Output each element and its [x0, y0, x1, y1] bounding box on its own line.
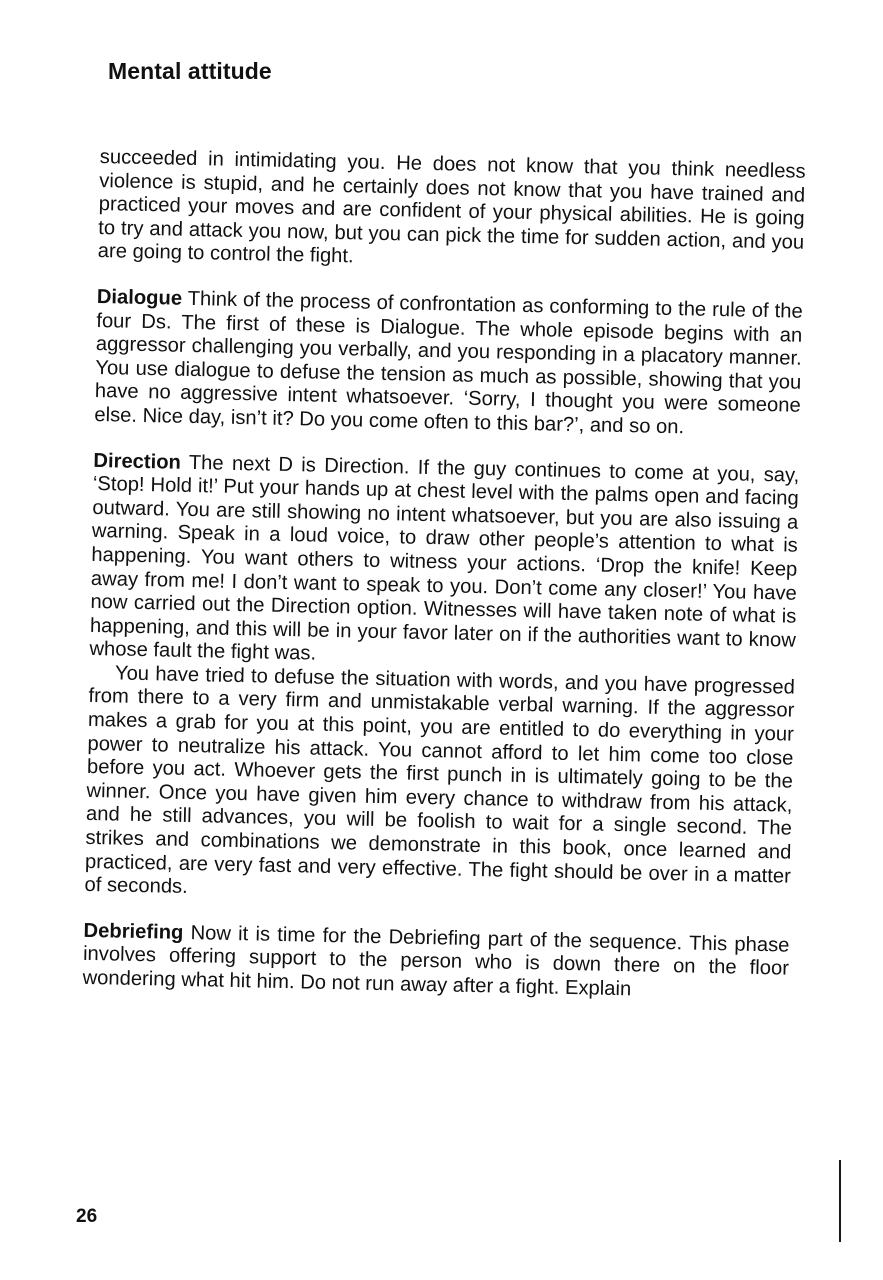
page-edge-mark — [839, 1160, 841, 1242]
body-text — [82, 146, 806, 1005]
paragraph-text: You have tried to defuse the situation with words, and you have progressed from there to a very firm and unmistakable verbal warning. If the aggressor makes a grab for you at this point, you are entitled to do everything in your power to neutralize his attack. You cannot afford to let him come too close before you act. Whoever gets the first punch in is ultimately going to be the winner. Once you have given him every chance to withdraw from his attack, and he still advances, you will be foolish to wait for a single second. The strikes and combinations we demonstrate in this book, once learned and practiced, are very fast and very effective. The fight should be over in a matter of seconds. — [84, 662, 796, 899]
run-in-heading-dialogue: Dialogue — [96, 285, 183, 310]
paragraph-direction — [89, 449, 799, 676]
paragraph-dialogue — [94, 286, 803, 442]
paragraph-debriefing — [82, 920, 789, 1006]
run-in-heading-direction: Direction — [93, 449, 182, 474]
paragraph-direction-continued — [84, 662, 795, 913]
page-number: 26 — [76, 1206, 98, 1227]
paragraph-text: Think of the process of confrontation as conforming to the rule of the four Ds. The first of these is Dialogue. The whole episode begins with an aggressor challenging you verbally, and you responding in a placatory manner. You use dialogue to defuse the tension as much as possible, showing that you have no aggressive intent whatsoever. ‘Sorry, I thought you were someone else. Nice day, isn’t it? Do you come often to this bar?’, and so on. — [94, 287, 803, 439]
run-in-heading-debriefing: Debriefing — [83, 919, 184, 944]
paragraph-text: succeeded in intimidating you. He does not know that you think needless violence is stupid, and he certainly does not know that you have trained and practiced your moves and are confident of your physical abilities. He is going to try and attack you now, but you can pick the time for sudden action, and you are going to control the fight. — [97, 146, 806, 268]
paragraph-continuation — [98, 146, 806, 279]
paragraph-text: The next D is Direction. If the guy continues to come at you, say, ‘Stop! Hold it!’ Put your hands up at chest level with the palms open and facing outward. You are still showing no intent whatsoever, but you are also issuing a warning. Speak in a loud voice, to draw other people’s attention to what is happening. You want others to witness your actions. ‘Drop the knife! Keep away from me! I don’t want to speak to you. Don’t come any closer!’ You have now carried out the Direction option. Witnesses will have taken note of what is happening, and this will be in your favor later on if the authorities want to know whose fault the fight was. — [89, 451, 800, 665]
running-head: Mental attitude — [108, 58, 272, 84]
paragraph-text: Now it is time for the Debriefing part of the sequence. This phase involves offering support to the person who is down there on the floor wondering what hit him. Do not run away after a fight. Explain — [82, 921, 790, 1001]
